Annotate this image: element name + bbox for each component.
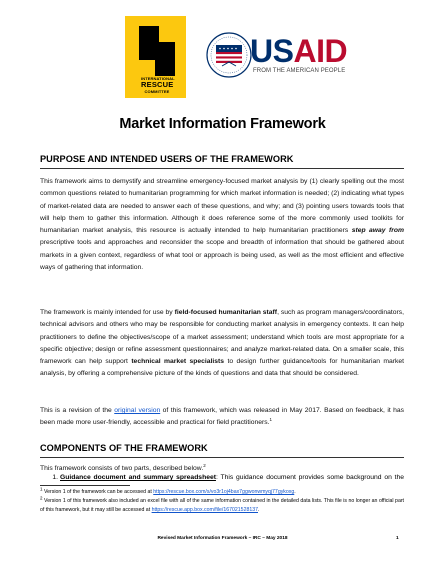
footnote-1-text: Version 1 of the framework can be accessed at (42, 489, 154, 495)
footnote-2-text: Version 1 of this framework also included an excel file with all of the same information contained in the detailed data lists. This file is no longer an official part of this framework, but it may still be accessed at (40, 498, 404, 513)
list-item-guidance (60, 472, 404, 485)
usaid-us: US (250, 33, 294, 69)
footnote-2-number: 2 (40, 495, 43, 501)
section-heading-purpose: PURPOSE AND INTENDED USERS OF THE FRAMEWORK (40, 154, 294, 164)
original-version-link[interactable]: original version (114, 407, 161, 414)
footnote-2-link[interactable]: https://rescue.app.box.com/file/167021528137 (151, 506, 258, 513)
irc-wordmark (141, 76, 173, 94)
section-rule (40, 457, 404, 458)
page-footer: Revised Market Information Framework – IRC – May 2018 (157, 536, 288, 541)
footnote-1 (40, 488, 404, 497)
components-intro-text: This framework consists of two parts, described below. (40, 465, 204, 472)
usaid-wordmark (250, 34, 347, 68)
irc-logo (125, 16, 186, 98)
revision-text-b: of this framework, which was released in May 2017. Based on feedback, it has been made more user-friendly, accessible and practical for field practitioners. (40, 407, 405, 427)
list-item-number: 1. (52, 474, 58, 481)
guidance-title: Guidance document and summary spreadsheet (60, 474, 216, 481)
users-text-a: The framework is mainly intended for use by (40, 309, 175, 316)
footnote-rule (40, 485, 130, 486)
document-title: Market Information Framework (119, 116, 326, 132)
page-number: 1 (396, 536, 399, 541)
users-bold-field: field-focused humanitarian staff (174, 309, 278, 316)
revision-text-a: This is a revision of the (40, 407, 115, 414)
footnote-ref-1[interactable]: 1 (269, 417, 272, 423)
irc-arrow-icon (139, 26, 175, 76)
purpose-emphasis: step away from (351, 227, 404, 235)
paragraph-purpose (40, 176, 404, 274)
usaid-seal-icon (204, 30, 254, 80)
irc-line1: INTERNATIONAL (141, 76, 175, 81)
section-rule (40, 168, 404, 169)
footnote-2-end: . (258, 506, 260, 513)
footnote-1-link[interactable]: https://rescue.box.com/s/vo3r1oj4bax7ggwonwmyqj77gykoxg (153, 489, 295, 495)
users-bold-specialists: technical market specialists (131, 358, 225, 366)
footnote-2 (40, 497, 404, 514)
guidance-text: : This guidance document provides some background on the (215, 474, 404, 481)
usaid-aid: AID (293, 33, 348, 69)
purpose-text-end: prescriptive tools and approaches and reconsider the scope and breadth of information that should be gathered about markets in a given context, regardless of what tool or approach is being used, as well as the most efficient and effective ways of gathering that information. (40, 239, 404, 272)
purpose-text: This framework aims to demystify and streamline emergency-focused market analysis by (1) clearly spelling out the most common questions related to humanitarian programming for which market information is needed; (2) indicating what types of market-related data are needed to answer each of these questions, and why; and (3) pointing users towards tools that will help them to gather this information. Although it does reference some of the more commonly used toolkits for humanitarian market analysis, this resource is actually intended to help humanitarian practitioners (40, 178, 404, 235)
paragraph-users (40, 307, 404, 381)
usaid-tagline: FROM THE AMERICAN PEOPLE (253, 68, 346, 74)
users-text-c: , such as program managers/coordinators, technical advisors and others who may be responsible for conducting market analysis in emergency contexts. It can help practitioners to define the objectives/scope of a market assessment; understand which tools are most appropriate for a specific objective; design or refine assessment questionnaires; and analyze market-related data. On a smaller scale, this framework can help support (40, 309, 405, 366)
section-heading-components: COMPONENTS OF THE FRAMEWORK (40, 443, 208, 453)
irc-line2: RESCUE (141, 80, 174, 90)
irc-line3: COMMITTEE (144, 89, 170, 95)
footnote-ref-2[interactable]: 2 (203, 462, 206, 468)
usaid-logo (204, 30, 348, 80)
footnote-1-end: . (294, 489, 296, 495)
footnote-1-number: 1 (40, 486, 43, 492)
users-text-e: to design further guidance/tools for humanitarian market analysis, by offering a comprehensive picture of the kinds of questions and data that should be considered. (40, 358, 405, 378)
paragraph-revision (40, 405, 404, 430)
